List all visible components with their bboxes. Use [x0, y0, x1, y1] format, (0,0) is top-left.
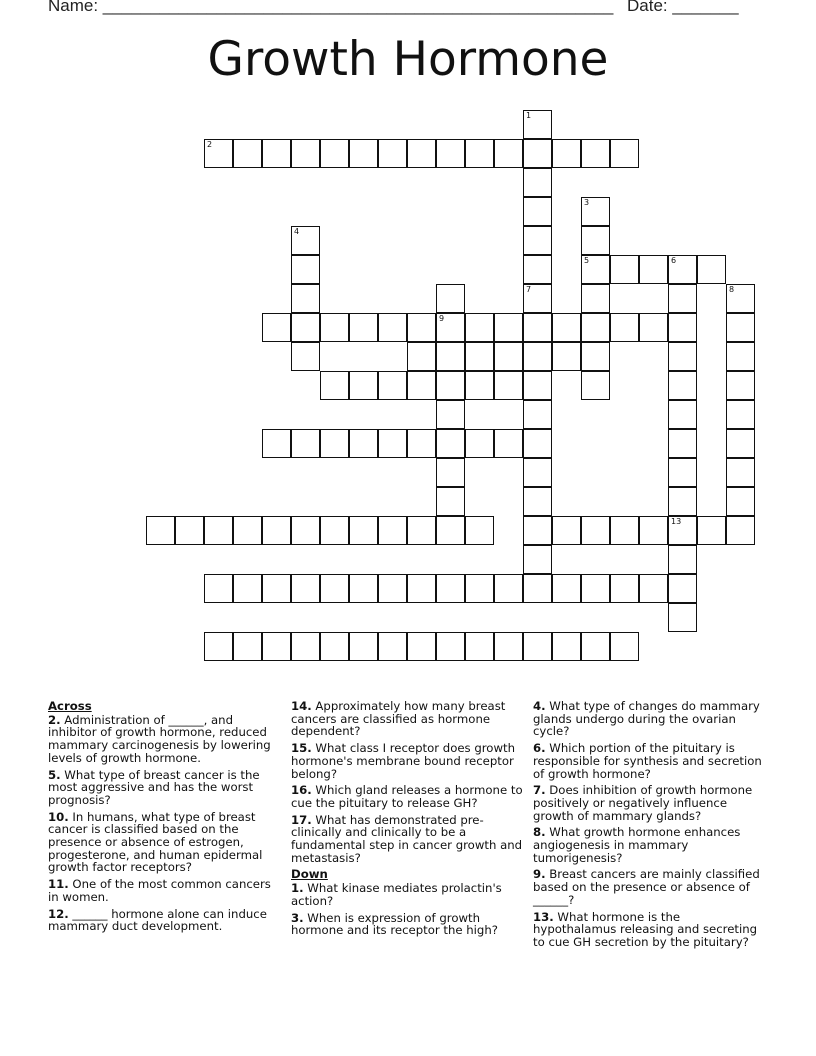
clue-item — [291, 882, 523, 907]
grid-cell[interactable] — [204, 632, 233, 661]
clue-item-number: 12. — [48, 906, 69, 921]
grid-cell[interactable] — [581, 371, 610, 400]
grid-cell[interactable] — [552, 632, 581, 661]
grid-cell[interactable] — [610, 574, 639, 603]
grid-cell[interactable] — [175, 516, 204, 545]
clue-item-text: In humans, what type of breast cancer is classified based on the presence or absence of estrogen, progesterone, and human epidermal growth factor receptors? — [48, 809, 263, 875]
grid-cell[interactable] — [407, 429, 436, 458]
grid-cell[interactable] — [523, 516, 552, 545]
name-field-label: Name: ______________________________________________________ — [48, 0, 614, 15]
grid-cell[interactable] — [407, 342, 436, 371]
grid-cell[interactable] — [697, 255, 726, 284]
grid-cell[interactable] — [552, 139, 581, 168]
grid-cell[interactable] — [726, 516, 755, 545]
grid-cell[interactable] — [291, 226, 320, 255]
grid-cell[interactable] — [204, 139, 233, 168]
clue-number: 2 — [207, 140, 213, 149]
clue-item-number: 16. — [291, 783, 312, 798]
grid-cell[interactable] — [581, 139, 610, 168]
clues-column-1 — [48, 700, 280, 937]
grid-cell[interactable] — [523, 284, 552, 313]
grid-cell[interactable] — [320, 574, 349, 603]
grid-cell[interactable] — [668, 603, 697, 632]
grid-cell[interactable] — [291, 342, 320, 371]
clue-number: 6 — [671, 256, 677, 265]
clue-item-number: 11. — [48, 877, 69, 892]
grid-cell[interactable] — [523, 545, 552, 574]
grid-cell[interactable] — [262, 632, 291, 661]
clue-item — [291, 912, 523, 937]
grid-cell[interactable] — [233, 632, 262, 661]
clue-item-text: What kinase mediates prolactin's action? — [291, 881, 502, 908]
clue-item-number: 9. — [533, 867, 546, 882]
grid-cell[interactable] — [320, 516, 349, 545]
grid-cell[interactable] — [668, 487, 697, 516]
grid-cell[interactable] — [494, 429, 523, 458]
grid-cell[interactable] — [668, 429, 697, 458]
grid-cell[interactable] — [523, 139, 552, 168]
grid-cell[interactable] — [523, 458, 552, 487]
grid-cell[interactable] — [581, 284, 610, 313]
clue-item — [533, 868, 765, 906]
clue-item-number: 8. — [533, 825, 546, 840]
grid-cell[interactable] — [349, 139, 378, 168]
grid-cell[interactable] — [436, 487, 465, 516]
grid-cell[interactable] — [552, 574, 581, 603]
grid-cell[interactable] — [581, 255, 610, 284]
clue-item — [533, 826, 765, 864]
clue-item — [291, 700, 523, 738]
clue-number: 13 — [671, 517, 682, 526]
clue-item-number: 14. — [291, 699, 312, 713]
grid-cell[interactable] — [262, 139, 291, 168]
clue-item — [533, 784, 765, 822]
clue-item — [48, 908, 280, 933]
clue-section-heading: Across — [48, 699, 92, 713]
grid-cell[interactable] — [581, 632, 610, 661]
clue-item-text: ______ hormone alone can induce mammary duct development. — [48, 906, 267, 934]
grid-cell[interactable] — [204, 516, 233, 545]
clue-item-number: 3. — [291, 910, 304, 925]
grid-cell[interactable] — [436, 400, 465, 429]
grid-cell[interactable] — [523, 255, 552, 284]
grid-cell[interactable] — [262, 516, 291, 545]
grid-cell[interactable] — [291, 574, 320, 603]
grid-cell[interactable] — [668, 342, 697, 371]
grid-cell[interactable] — [668, 458, 697, 487]
grid-cell[interactable] — [668, 371, 697, 400]
clue-item-number: 4. — [533, 699, 546, 713]
clue-item-number: 6. — [533, 741, 546, 756]
date-field-label: Date: _______ — [627, 0, 739, 15]
clue-item — [48, 769, 280, 807]
grid-cell[interactable] — [552, 313, 581, 342]
grid-cell[interactable] — [726, 342, 755, 371]
grid-cell[interactable] — [726, 487, 755, 516]
grid-cell[interactable] — [146, 516, 175, 545]
grid-cell[interactable] — [465, 342, 494, 371]
grid-cell[interactable] — [610, 255, 639, 284]
grid-cell[interactable] — [494, 313, 523, 342]
clue-item — [533, 700, 765, 738]
clue-item — [48, 811, 280, 875]
grid-cell[interactable] — [320, 313, 349, 342]
grid-cell[interactable] — [639, 255, 668, 284]
grid-cell[interactable] — [668, 574, 697, 603]
grid-cell[interactable] — [349, 313, 378, 342]
grid-cell[interactable] — [407, 139, 436, 168]
grid-cell[interactable] — [494, 632, 523, 661]
grid-cell[interactable] — [378, 313, 407, 342]
grid-cell[interactable] — [668, 400, 697, 429]
clue-item-number: 17. — [291, 812, 312, 827]
clue-item-text: When is expression of growth hormone and its receptor the high? — [291, 910, 498, 938]
clue-item — [48, 878, 280, 903]
clue-item-number: 1. — [291, 881, 304, 896]
clue-item-number: 5. — [48, 767, 61, 782]
grid-cell[interactable] — [378, 371, 407, 400]
clues-column-2 — [291, 700, 523, 941]
grid-cell[interactable] — [639, 516, 668, 545]
grid-cell[interactable] — [320, 139, 349, 168]
grid-cell[interactable] — [436, 371, 465, 400]
grid-cell[interactable] — [581, 226, 610, 255]
grid-cell[interactable] — [523, 313, 552, 342]
clue-item-number: 10. — [48, 809, 69, 824]
grid-cell[interactable] — [552, 342, 581, 371]
grid-cell[interactable] — [465, 574, 494, 603]
grid-cell[interactable] — [233, 516, 262, 545]
grid-cell[interactable] — [610, 139, 639, 168]
grid-cell[interactable] — [407, 632, 436, 661]
grid-cell[interactable] — [523, 400, 552, 429]
grid-cell[interactable] — [523, 632, 552, 661]
clue-item-number: 15. — [291, 741, 312, 756]
grid-cell[interactable] — [494, 574, 523, 603]
clue-item-text: Which gland releases a hormone to cue the pituitary to release GH? — [291, 783, 523, 810]
clue-number: 8 — [729, 285, 735, 294]
grid-cell[interactable] — [291, 284, 320, 313]
clue-item-text: Which portion of the pituitary is responsible for synthesis and secretion of growth hormone? — [533, 741, 762, 781]
grid-cell[interactable] — [378, 632, 407, 661]
clue-item-text: One of the most common cancers in women. — [48, 877, 271, 904]
grid-cell[interactable] — [610, 516, 639, 545]
grid-cell[interactable] — [349, 429, 378, 458]
grid-cell[interactable] — [320, 429, 349, 458]
grid-cell[interactable] — [581, 342, 610, 371]
grid-cell[interactable] — [523, 110, 552, 139]
grid-cell[interactable] — [494, 139, 523, 168]
grid-cell[interactable] — [465, 139, 494, 168]
grid-cell[interactable] — [436, 574, 465, 603]
grid-cell[interactable] — [262, 313, 291, 342]
clue-item-text: Approximately how many breast cancers are classified as hormone dependent? — [291, 699, 506, 739]
clue-item-number: 7. — [533, 783, 546, 798]
grid-cell[interactable] — [668, 313, 697, 342]
grid-cell[interactable] — [436, 429, 465, 458]
grid-cell[interactable] — [494, 342, 523, 371]
grid-cell[interactable] — [465, 632, 494, 661]
clue-item — [291, 784, 523, 809]
grid-cell[interactable] — [726, 284, 755, 313]
puzzle-title: Growth Hormone — [207, 32, 609, 87]
grid-cell[interactable] — [465, 371, 494, 400]
grid-cell[interactable] — [233, 574, 262, 603]
grid-cell[interactable] — [523, 197, 552, 226]
grid-cell[interactable] — [465, 516, 494, 545]
grid-cell[interactable] — [581, 516, 610, 545]
clue-item-text: What growth hormone enhances angiogenesis in mammary tumorigenesis? — [533, 825, 741, 865]
clue-section-heading: Down — [291, 867, 328, 882]
grid-cell[interactable] — [378, 139, 407, 168]
clue-number: 9 — [439, 314, 445, 323]
grid-cell[interactable] — [291, 139, 320, 168]
grid-cell[interactable] — [465, 429, 494, 458]
clue-item-text: Administration of ______, and inhibitor of growth hormone, reduced mammary carcinogenesis by lowering levels of growth hormone. — [48, 712, 271, 765]
clue-item — [533, 911, 765, 949]
clue-number: 4 — [294, 227, 300, 236]
grid-cell[interactable] — [726, 400, 755, 429]
clue-item-number: 2. — [48, 712, 61, 727]
grid-cell[interactable] — [726, 313, 755, 342]
grid-cell[interactable] — [291, 313, 320, 342]
grid-cell[interactable] — [523, 574, 552, 603]
grid-cell[interactable] — [639, 313, 668, 342]
clue-number: 1 — [526, 111, 532, 120]
clue-item-text: What class I receptor does growth hormone's membrane bound receptor belong? — [291, 741, 516, 781]
clue-item-text: Breast cancers are mainly classified based on the presence or absence of ______? — [533, 867, 760, 907]
clue-item-text: Does inhibition of growth hormone positively or negatively influence growth of mammary glands? — [533, 783, 753, 823]
grid-cell[interactable] — [668, 255, 697, 284]
grid-cell[interactable] — [581, 313, 610, 342]
grid-cell[interactable] — [523, 429, 552, 458]
grid-cell[interactable] — [320, 371, 349, 400]
grid-cell[interactable] — [610, 632, 639, 661]
grid-cell[interactable] — [726, 458, 755, 487]
grid-cell[interactable] — [378, 429, 407, 458]
grid-cell[interactable] — [523, 487, 552, 516]
grid-cell[interactable] — [291, 255, 320, 284]
grid-cell[interactable] — [668, 284, 697, 313]
grid-cell[interactable] — [262, 574, 291, 603]
clue-number: 3 — [584, 198, 590, 207]
grid-cell[interactable] — [610, 313, 639, 342]
grid-cell[interactable] — [552, 516, 581, 545]
grid-cell[interactable] — [291, 429, 320, 458]
grid-cell[interactable] — [204, 574, 233, 603]
clue-item — [291, 742, 523, 780]
grid-cell[interactable] — [523, 342, 552, 371]
clue-item-text: What has demonstrated pre-clinically and clinically to be a fundamental step in cancer growth and metastasis? — [291, 812, 523, 865]
grid-cell[interactable] — [639, 574, 668, 603]
clue-number: 7 — [526, 285, 532, 294]
grid-cell[interactable] — [262, 429, 291, 458]
clue-item-text: What type of breast cancer is the most aggressive and has the worst prognosis? — [48, 767, 260, 807]
grid-cell[interactable] — [523, 168, 552, 197]
grid-cell[interactable] — [581, 574, 610, 603]
grid-cell[interactable] — [349, 371, 378, 400]
grid-cell[interactable] — [436, 284, 465, 313]
grid-cell[interactable] — [291, 632, 320, 661]
grid-cell[interactable] — [349, 574, 378, 603]
clue-item — [533, 742, 765, 780]
clue-item — [291, 814, 523, 865]
grid-cell[interactable] — [668, 545, 697, 574]
clue-item-text: What hormone is the hypothalamus releasing and secreting to cue GH secretion by the pituitary? — [533, 909, 758, 949]
grid-cell[interactable] — [581, 197, 610, 226]
grid-cell[interactable] — [436, 632, 465, 661]
grid-cell[interactable] — [697, 516, 726, 545]
grid-cell[interactable] — [436, 342, 465, 371]
clue-item-text: What type of changes do mammary glands undergo during the ovarian cycle? — [533, 699, 760, 739]
grid-cell[interactable] — [726, 371, 755, 400]
grid-cell[interactable] — [349, 632, 378, 661]
grid-cell[interactable] — [726, 429, 755, 458]
grid-cell[interactable] — [436, 458, 465, 487]
grid-cell[interactable] — [233, 139, 262, 168]
grid-cell[interactable] — [523, 226, 552, 255]
grid-cell[interactable] — [407, 371, 436, 400]
grid-cell[interactable] — [436, 516, 465, 545]
grid-cell[interactable] — [378, 574, 407, 603]
grid-cell[interactable] — [320, 632, 349, 661]
grid-cell[interactable] — [407, 516, 436, 545]
grid-cell[interactable] — [407, 313, 436, 342]
clue-item — [48, 714, 280, 765]
grid-cell[interactable] — [436, 139, 465, 168]
clues-column-3 — [533, 700, 765, 953]
grid-cell[interactable] — [523, 371, 552, 400]
grid-cell[interactable] — [436, 313, 465, 342]
clue-item-number: 13. — [533, 909, 554, 924]
grid-cell[interactable] — [291, 516, 320, 545]
grid-cell[interactable] — [494, 371, 523, 400]
grid-cell[interactable] — [378, 516, 407, 545]
grid-cell[interactable] — [349, 516, 378, 545]
clue-number: 5 — [584, 256, 590, 265]
grid-cell[interactable] — [465, 313, 494, 342]
grid-cell[interactable] — [668, 516, 697, 545]
grid-cell[interactable] — [407, 574, 436, 603]
